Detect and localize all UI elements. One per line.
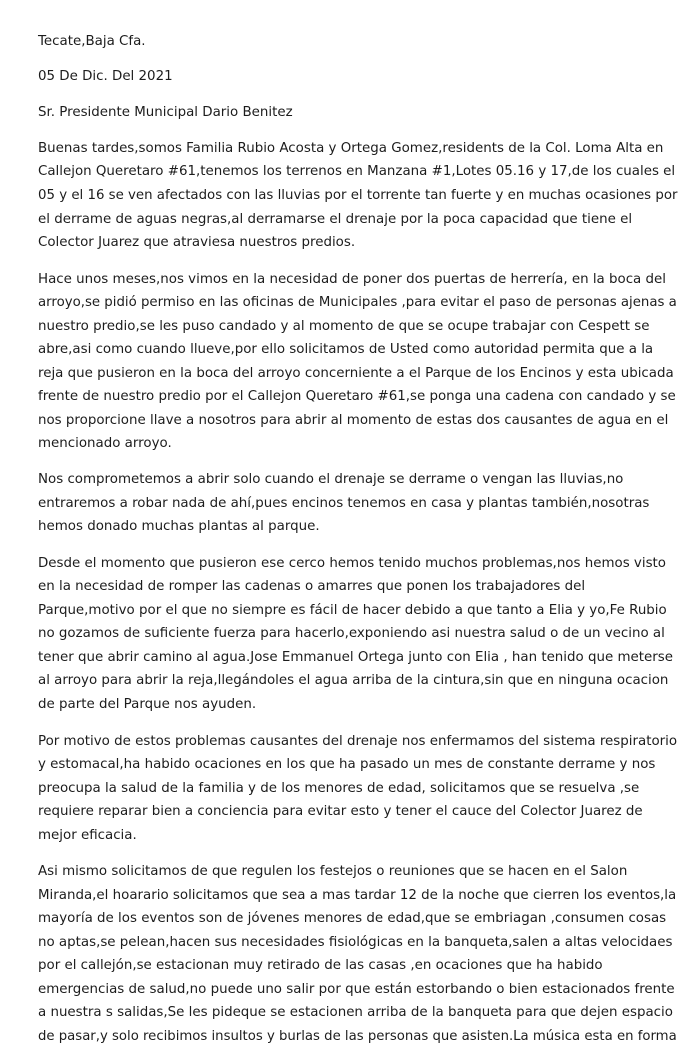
paragraph-line: mencionado arroyo. (38, 436, 172, 451)
paragraph-line: de parte del Parque nos ayuden. (38, 697, 257, 712)
paragraph-line: no aptas,se pelean,hacen sus necesidades fisiológicas en la banqueta,salen a altas velocidaes (38, 935, 673, 950)
paragraph-line: emergencias de salud,no puede uno salir por que están estorbando o bien estacionados frente (38, 982, 675, 997)
paragraph-line: y estomacal,ha habido ocaciones en los que ha pasado un mes de constante derrame y nos (38, 757, 656, 772)
paragraph-line: Parque,motivo por el que no siempre es fácil de hacer debido a que tanto a Elia y yo,Fe Rubio (38, 603, 667, 618)
paragraph-line: Desde el momento que pusieron ese cerco hemos tenido muchos problemas,nos hemos visto (38, 556, 666, 571)
paragraph-line: el derrame de aguas negras,al derramarse el drenaje por la poca capacidad que tiene el (38, 212, 633, 227)
paragraph-line: no gozamos de suficiente fuerza para hacerlo,exponiendo asi nuestra salud o de un vecino al (38, 626, 665, 641)
paragraph-line: Buenas tardes,somos Familia Rubio Acosta y Ortega Gomez,residents de la Col. Loma Alta en (38, 141, 664, 156)
paragraph-line: nos proporcione llave a nosotros para abrir al momento de estas dos causantes de agua en el (38, 413, 669, 428)
paragraph-line: Hace unos meses,nos vimos en la necesidad de poner dos puertas de herrería, en la boca del (38, 272, 666, 287)
paragraph-line: arroyo,se pidió permiso en las oficinas de Municipales ,para evitar el paso de personas ajenas a (38, 295, 677, 310)
paragraph-line: preocupa la salud de la familia y de los menores de edad, solicitamos que se resuelva ,se (38, 781, 640, 796)
paragraph-line: hemos donado muchas plantas al parque. (38, 519, 320, 534)
paragraph-line: reja que pusieron en la boca del arroyo concerniente a el Parque de los Encinos y esta ubicada (38, 366, 674, 381)
paragraph-line: mejor eficacia. (38, 828, 137, 843)
paragraph-line: 05 y el 16 se ven afectados con las lluvias por el torrente tan fuerte y en muchas ocasiones por (38, 188, 678, 203)
paragraph-line: a nuestra s salidas,Se les pideque se estacionen arriba de la banqueta para que dejen espacio (38, 1005, 673, 1020)
paragraph-line: Por motivo de estos problemas causantes del drenaje nos enfermamos del sistema respiratorio (38, 734, 678, 749)
paragraph-line: en la necesidad de romper las cadenas o amarres que ponen los trabajadores del (38, 579, 586, 594)
paragraph-line: mayoría de los eventos son de jóvenes menores de edad,que se embriagan ,consumen cosas (38, 911, 667, 926)
paragraph-line: al arroyo para abrir la reja,llegándoles el agua arriba de la cintura,sin que en ninguna ocacion (38, 673, 669, 688)
paragraph-line: frente de nuestro predio por el Callejon Queretaro #61,se ponga una cadena con candado y se (38, 389, 676, 404)
paragraph-line: Nos comprometemos a abrir solo cuando el drenaje se derrame o vengan las lluvias,no (38, 472, 624, 487)
paragraph-line: Colector Juarez que atraviesa nuestros predios. (38, 235, 356, 250)
letter-date: 05 De Dic. Del 2021 (38, 69, 173, 84)
paragraph-line: entraremos a robar nada de ahí,pues encinos tenemos en casa y plantas también,nosotras (38, 496, 650, 511)
paragraph-line: Asi mismo solicitamos de que regulen los festejos o reuniones que se hacen en el Salon (38, 864, 628, 879)
paragraph-line: de pasar,y solo recibimos insultos y burlas de las personas que asisten.La música esta en forma (38, 1029, 677, 1044)
paragraph-line: Miranda,el hoarario solicitamos que sea a mas tardar 12 de la noche que cierren los eventos,la (38, 888, 677, 903)
paragraph-line: abre,asi como cuando llueve,por ello solicitamos de Usted como autoridad permita que a la (38, 342, 654, 357)
letter-recipient: Sr. Presidente Municipal Dario Benitez (38, 105, 293, 120)
paragraph-line: Callejon Queretaro #61,tenemos los terrenos en Manzana #1,Lotes 05.16 y 17,de los cuales el (38, 164, 676, 179)
paragraph-line: requiere reparar bien a conciencia para evitar esto y tener el cauce del Colector Juarez de (38, 804, 643, 819)
paragraph-line: por el callejón,se estacionan muy retirado de las casas ,en ocaciones que ha habido (38, 958, 603, 973)
letter-place: Tecate,Baja Cfa. (38, 34, 146, 49)
paragraph-line: nuestro predio,se les puso candado y al momento de que se ocupe trabajar con Cespett se (38, 319, 650, 334)
paragraph-line: tener que abrir camino al agua.Jose Emmanuel Ortega junto con Elia , han tenido que meterse (38, 650, 673, 665)
